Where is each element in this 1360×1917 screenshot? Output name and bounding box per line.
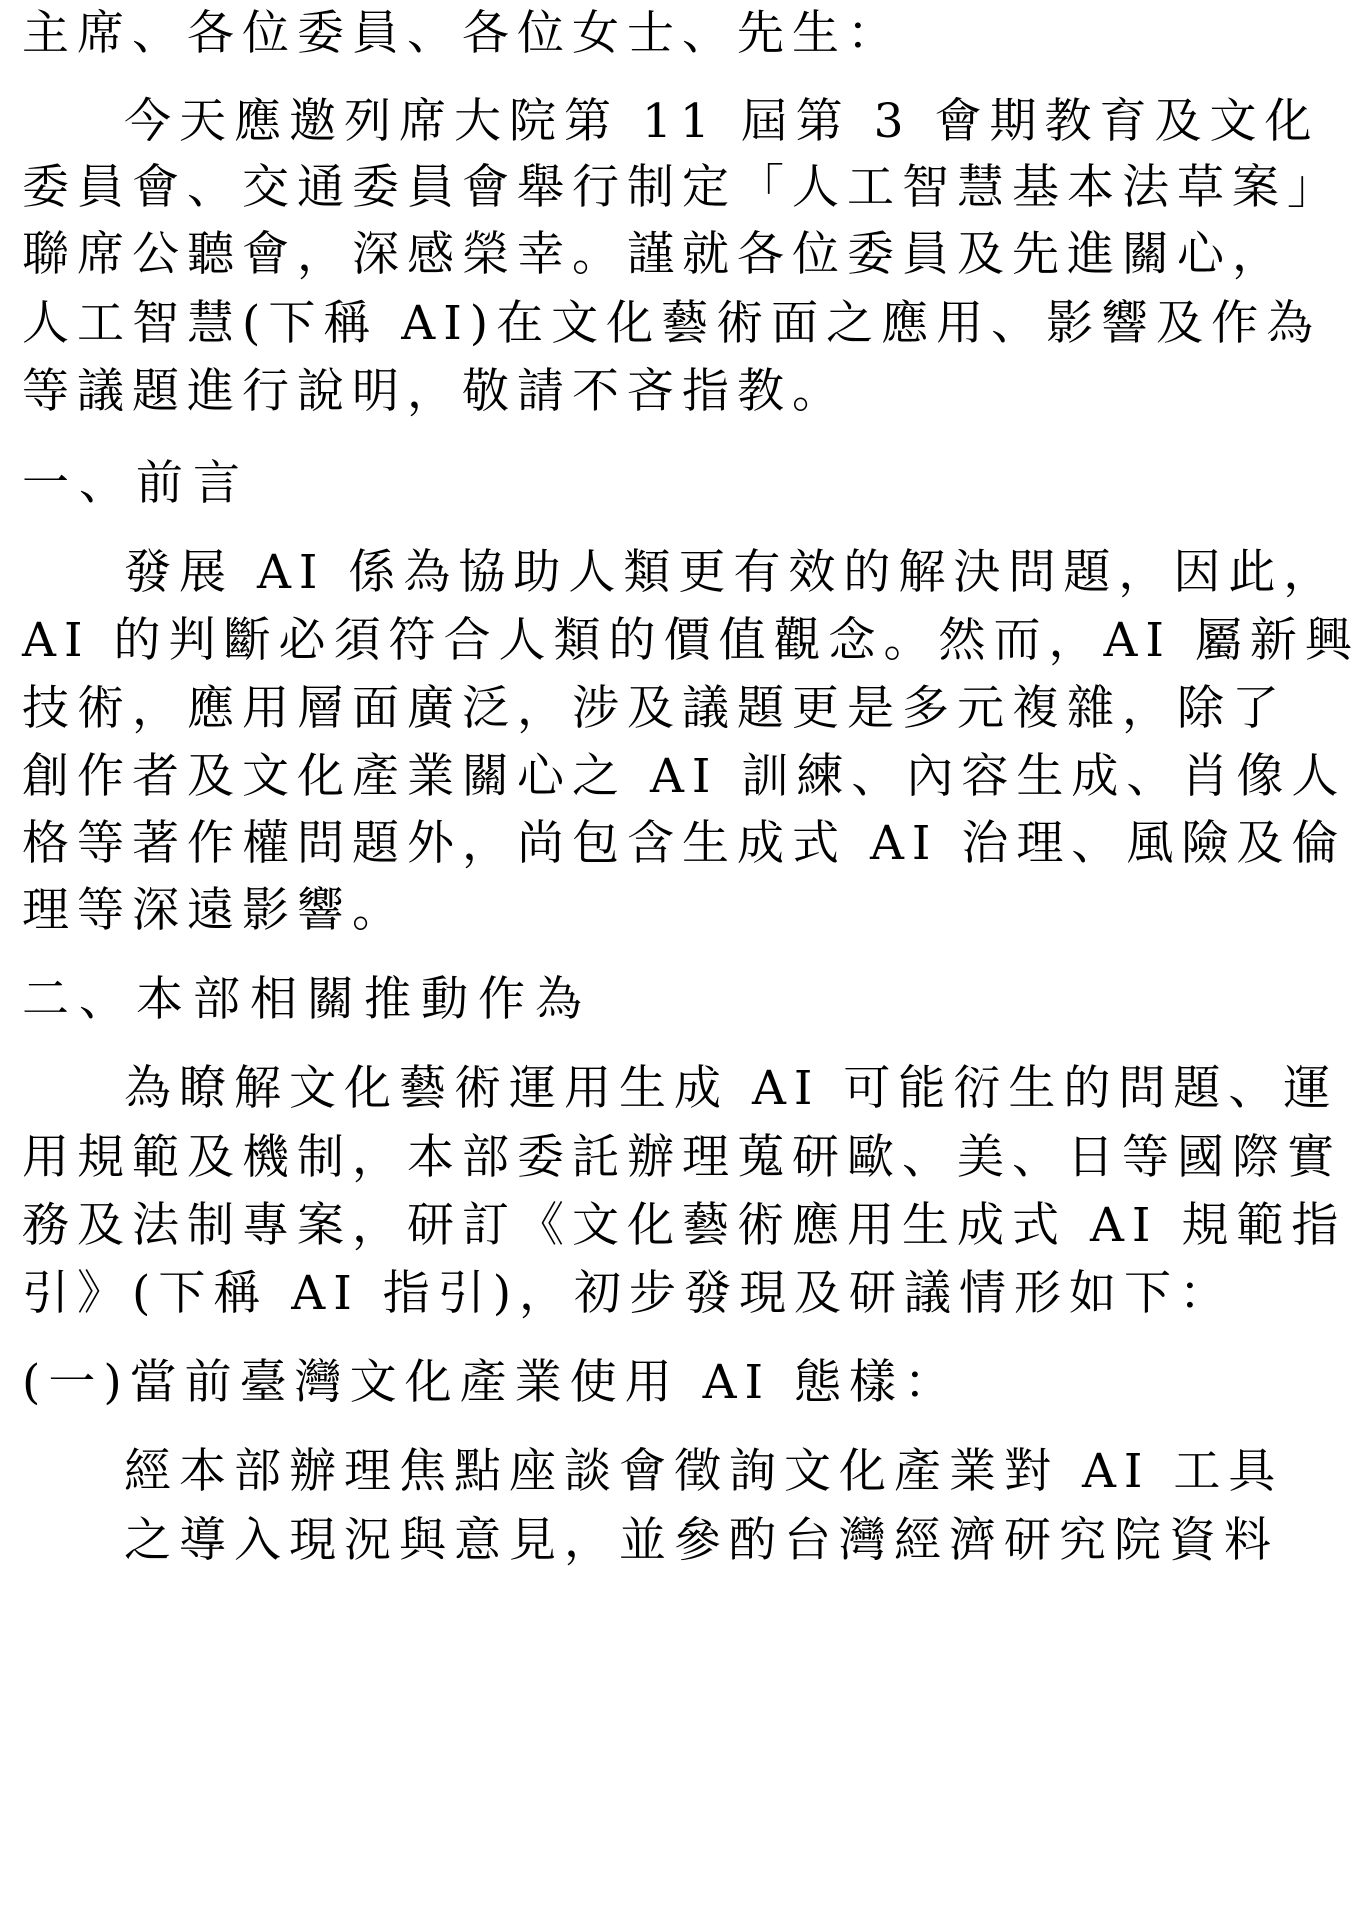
subsection-line: 之導入現況與意見，並參酌台灣經濟研究院資料 [124,1513,1279,1568]
section-heading-preface: 一、前言 [22,456,250,511]
intro-line: 等議題進行說明，敬請不吝指教。 [22,364,847,419]
section2-line: 為瞭解文化藝術運用生成 AI 可能衍生的問題、運 [124,1061,1339,1116]
section1-line: 理等深遠影響。 [22,883,407,938]
section-heading-actions: 二、本部相關推動作為 [22,972,592,1027]
section1-line: 發展 AI 係為協助人類更有效的解決問題，因此， [124,545,1339,600]
intro-line: 今天應邀列席大院第 11 屆第 3 會期教育及文化 [124,94,1320,149]
section1-line: AI 的判斷必須符合人類的價值觀念。然而，AI 屬新興 [22,613,1360,668]
intro-line: 委員會、交通委員會舉行制定「人工智慧基本法草案」 [22,160,1342,215]
intro-line: 聯席公聽會，深感榮幸。謹就各位委員及先進關心， [22,227,1287,282]
section2-line: 引》(下稱 AI 指引)，初步發現及研議情形如下： [22,1266,1235,1321]
section1-line: 創作者及文化產業關心之 AI 訓練、內容生成、肖像人 [22,749,1347,804]
subsection-heading: (一)當前臺灣文化產業使用 AI 態樣： [22,1355,960,1410]
subsection-line: 經本部辦理焦點座談會徵詢文化產業對 AI 工具 [124,1444,1284,1499]
section1-line: 技術，應用層面廣泛，涉及議題更是多元複雜，除了 [22,681,1287,736]
section1-line: 格等著作權問題外，尚包含生成式 AI 治理、風險及倫 [22,816,1347,871]
salutation: 主席、各位委員、各位女士、先生： [22,6,902,61]
section2-line: 務及法制專案，研訂《文化藝術應用生成式 AI 規範指 [22,1198,1347,1253]
intro-line: 人工智慧(下稱 AI)在文化藝術面之應用、影響及作為 [22,296,1322,351]
section2-line: 用規範及機制，本部委託辦理蒐研歐、美、日等國際實 [22,1130,1342,1185]
